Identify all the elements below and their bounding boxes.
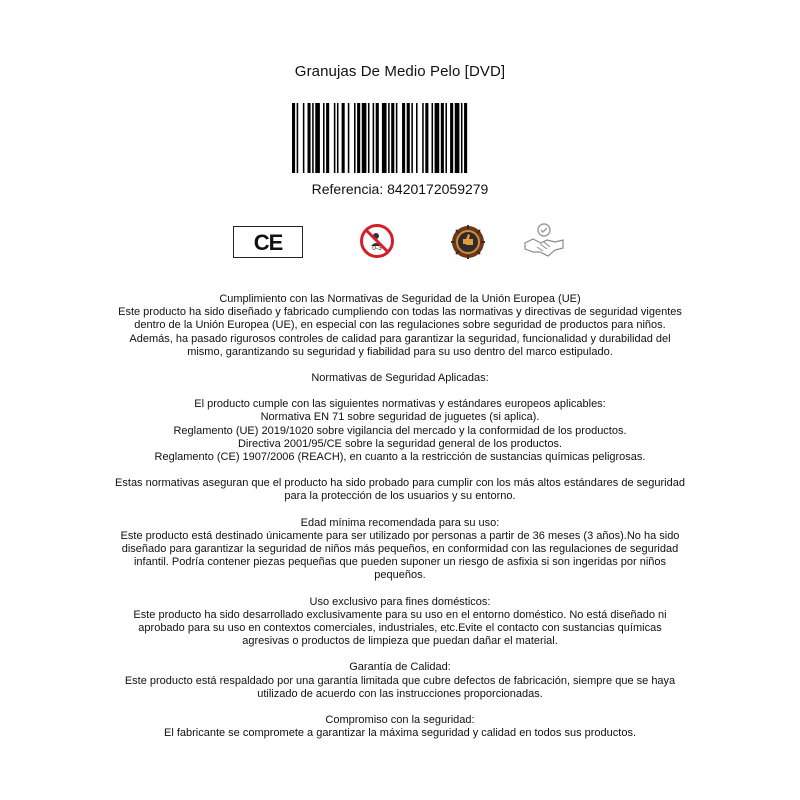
domestic-text: Este producto ha sido desarrollado exclusivamente para su uso en el entorno doméstico. No está diseñado ni aprobado para su uso en contextos comerciales, industriales, etc.Evite el contacto con sustancias químicas agresivas o productos de limpieza que puedan dañar el material. <box>133 608 667 648</box>
compliance-text <box>115 293 685 740</box>
barcode-bar <box>368 103 370 173</box>
barcode-bar <box>435 103 440 173</box>
handshake-check-icon <box>523 221 565 259</box>
product-title: Granujas De Medio Pelo [DVD] <box>294 63 506 80</box>
applied-closing: Estas normativas aseguran que el producto ha sido probado para cumplir con los más altos estándares de seguridad para la protección de los usuarios y su entorno. <box>115 477 685 503</box>
barcode-bar <box>450 103 453 173</box>
barcode-bar <box>303 103 305 173</box>
barcode-bar <box>391 103 394 173</box>
eu-heading: Cumplimiento con las Normativas de Seguridad de la Unión Europea (UE) <box>219 293 581 305</box>
applied-item: Directiva 2001/95/CE sobre la seguridad general de los productos. <box>237 437 563 450</box>
age-text: Este producto está destinado únicamente para ser utilizado por personas a partir de 36 meses (3 años).No ha sido diseñado para garantizar la seguridad de niños más pequeños, en conformidad con las regulaciones de seguridad infantil. Podría contener piezas pequeñas que pueden suponer un riesgo de asfixia si son ingeridas por niños pequeños. <box>120 529 680 582</box>
barcode-bar <box>441 103 444 173</box>
barcode-bar <box>342 103 345 173</box>
barcode-bar <box>357 103 360 173</box>
ce-mark-label: CE <box>253 230 283 255</box>
barcode-bar <box>315 103 320 173</box>
warranty-text: Este producto está respaldado por una garantía limitada que cubre defectos de fabricación, siempre que se haya utilizado de acuerdo con las instrucciones proporcionadas. <box>124 674 676 700</box>
barcode-bar <box>323 103 325 173</box>
barcode-bar <box>461 103 463 173</box>
barcode-bar <box>407 103 410 173</box>
barcode-bar <box>362 103 367 173</box>
applied-intro: El producto cumple con las siguientes normativas y estándares europeos aplicables: <box>194 398 606 411</box>
barcode-bar <box>297 103 299 173</box>
age-heading: Edad mínima recomendada para su uso: <box>300 516 500 529</box>
no-children-0-3-icon <box>359 223 395 259</box>
applied-item: Reglamento (CE) 1907/2006 (REACH), en cuanto a la restricción de sustancias químicas peligrosas. <box>154 451 646 464</box>
barcode-bar <box>312 103 314 173</box>
barcode-bar <box>445 103 447 173</box>
ce-mark-icon <box>233 226 303 258</box>
barcode-bar <box>373 103 375 173</box>
domestic-heading: Uso exclusivo para fines domésticos: <box>309 595 491 608</box>
barcode-bar <box>382 103 387 173</box>
reference-number: Referencia: 8420172059279 <box>311 181 489 197</box>
barcode-bar <box>348 103 350 173</box>
barcode-bar <box>308 103 311 173</box>
barcode-bar <box>376 103 379 173</box>
barcode-bar <box>396 103 398 173</box>
barcode-bar <box>292 103 295 173</box>
barcode-bar <box>432 103 434 173</box>
barcode-bar <box>455 103 460 173</box>
warranty-heading: Garantía de Calidad: <box>349 661 451 674</box>
eu-text: Este producto ha sido diseñado y fabricado cumpliendo con todas las normativas y directivas de seguridad vigentes dentro de la Unión Europea (UE), en especial con las regulaciones sobre seguridad de productos para niños. Además, ha pasado rigurosos controles de calidad para garantizar la seguridad, funcionalidad y durabilidad del mismo, garantizando su seguridad y fiabilidad para su uso dentro del marco estipulado. <box>118 306 682 358</box>
barcode-bar <box>388 103 390 173</box>
barcode-bar <box>411 103 413 173</box>
barcode-bar <box>464 103 467 173</box>
applied-heading: Normativas de Seguridad Aplicadas: <box>311 372 489 385</box>
barcode-bar <box>326 103 329 173</box>
barcode-bar <box>334 103 336 173</box>
barcode-bar <box>425 103 428 173</box>
barcode-bar <box>354 103 356 173</box>
barcode-image <box>291 103 506 173</box>
no-children-age-label: 0-3 <box>372 245 382 252</box>
barcode-bar <box>402 103 405 173</box>
certification-icons <box>0 220 800 262</box>
commitment-text: El fabricante se compromete a garantizar la máxima seguridad y calidad en todos sus productos. <box>163 727 637 740</box>
barcode-bar <box>422 103 424 173</box>
barcode-bar <box>416 103 418 173</box>
applied-item: Normativa EN 71 sobre seguridad de juguetes (si aplica). <box>260 411 540 424</box>
applied-item: Reglamento (UE) 2019/1020 sobre vigilancia del mercado y la conformidad de los productos. <box>173 424 627 437</box>
quality-seal-icon <box>450 224 486 260</box>
barcode-bar <box>337 103 339 173</box>
commitment-heading: Compromiso con la seguridad: <box>325 714 475 727</box>
